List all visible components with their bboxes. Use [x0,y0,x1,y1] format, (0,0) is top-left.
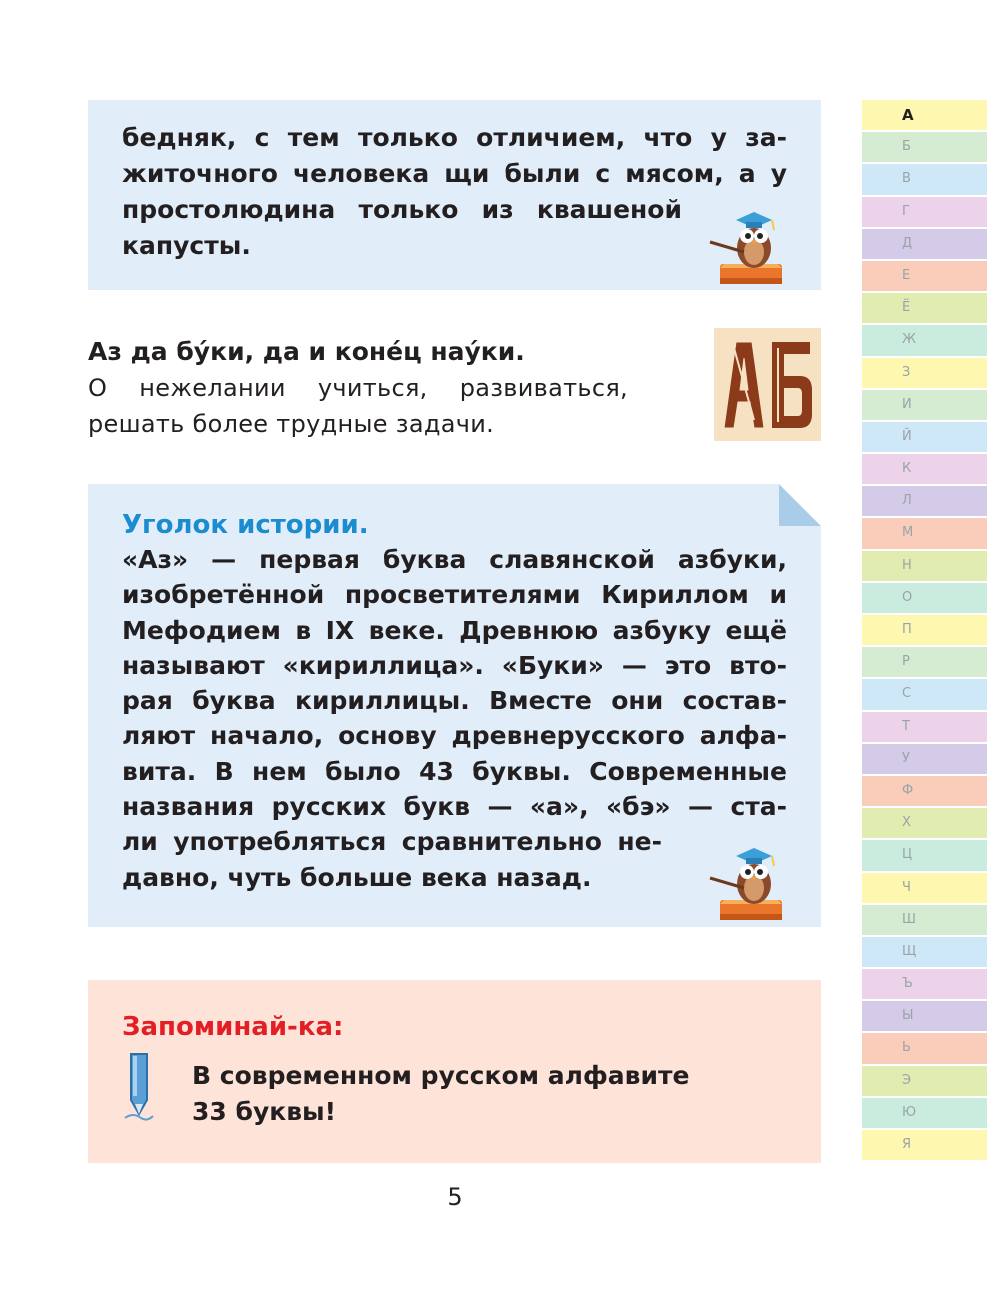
history-line-1: «Аз» — первая буква славянской азбуки, [122,545,787,574]
history-line-9: ли употребляться сравнительно не- [122,827,662,857]
history-line-10: давно, чуть больше века назад. [122,862,592,892]
alphabet-tab[interactable]: У [862,744,987,776]
alphabet-tab[interactable]: П [862,615,987,647]
alphabet-tab[interactable]: Т [862,712,987,744]
continuation-line-3: простолюдина только из квашеной [122,195,682,224]
history-line-2: изобретённой просветителями Кириллом и [122,580,787,610]
alphabet-tab[interactable]: А [862,100,987,132]
page-number: 5 [447,1183,463,1211]
alphabet-tab[interactable]: Г [862,197,987,229]
alphabet-tab[interactable]: Ъ [862,969,987,1001]
alphabet-tab[interactable]: Ф [862,776,987,808]
alphabet-tab[interactable]: К [862,454,987,486]
history-line-4: называют «кириллица». «Буки» — это вто- [122,650,787,680]
alphabet-tab[interactable]: Н [862,551,987,583]
alphabet-tab[interactable]: Ю [862,1098,987,1130]
history-line-8: названия русских букв — «а», «бэ» — ста- [122,792,787,822]
history-line-7: вита. В нем было 43 буквы. Современные [122,756,787,786]
alphabet-tab[interactable]: Р [862,647,987,679]
alphabet-tab[interactable]: Я [862,1130,987,1162]
continuation-line-2: житочного человека щи были с мясом, а у [122,159,787,188]
page-fold-corner [779,484,821,526]
history-line-3: Мефодием в IX веке. Древнюю азбуку ещё [122,615,787,645]
alphabet-tab[interactable]: Ч [862,873,987,905]
remember-line-2: 33 буквы! [192,1097,337,1126]
alphabet-tab[interactable]: Л [862,486,987,518]
alphabet-tab[interactable]: Ь [862,1033,987,1065]
alphabet-tab[interactable]: Д [862,229,987,261]
alphabet-tab[interactable]: В [862,164,987,196]
owl-teacher-icon [706,198,798,290]
proverb-description-line-1: О нежелании учиться, развиваться, [88,374,628,402]
alphabet-tab[interactable]: М [862,518,987,550]
alphabet-tab[interactable]: Ж [862,325,987,357]
proverb-title: Аз да бу́ки, да и коне́ц нау́ки. [88,337,525,366]
history-line-5: рая буква кириллицы. Вместе они состав- [122,686,787,716]
ab-letters-drawing [714,328,821,441]
owl-teacher-icon [706,834,798,926]
alphabet-tab[interactable]: Ё [862,293,987,325]
remember-text [192,1058,689,1130]
alphabet-tab[interactable]: Б [862,132,987,164]
alphabet-tab[interactable]: Щ [862,937,987,969]
alphabet-tab[interactable]: Э [862,1066,987,1098]
alphabet-tab[interactable]: Й [862,422,987,454]
proverb-description-line-2: решать более трудные задачи. [88,410,495,438]
alphabet-tab[interactable]: И [862,390,987,422]
alphabet-tab[interactable]: С [862,679,987,711]
alphabet-tab[interactable]: З [862,358,987,390]
pen-icon [121,1050,157,1122]
alphabet-tab[interactable]: Е [862,261,987,293]
remember-line-1: В современном русском алфавите [192,1061,690,1090]
history-heading: Уголок истории. [122,510,369,540]
alphabet-tab[interactable]: О [862,583,987,615]
remember-heading: Запоминай-ка: [122,1012,344,1042]
alphabet-tab[interactable]: Х [862,808,987,840]
alphabet-index-sidebar [862,100,987,1162]
alphabet-tab[interactable]: Ц [862,840,987,872]
history-line-6: ляют начало, основу древнерусского алфа- [122,721,787,751]
continuation-line-4: капусты. [122,231,251,260]
remember-panel [88,980,821,1163]
continuation-line-1: бедняк, с тем только отличием, что у за- [122,123,787,152]
alphabet-tab[interactable]: Ы [862,1001,987,1033]
ab-letters-image [714,328,821,441]
alphabet-tab[interactable]: Ш [862,905,987,937]
proverb-block [88,334,628,442]
history-text [122,542,787,895]
